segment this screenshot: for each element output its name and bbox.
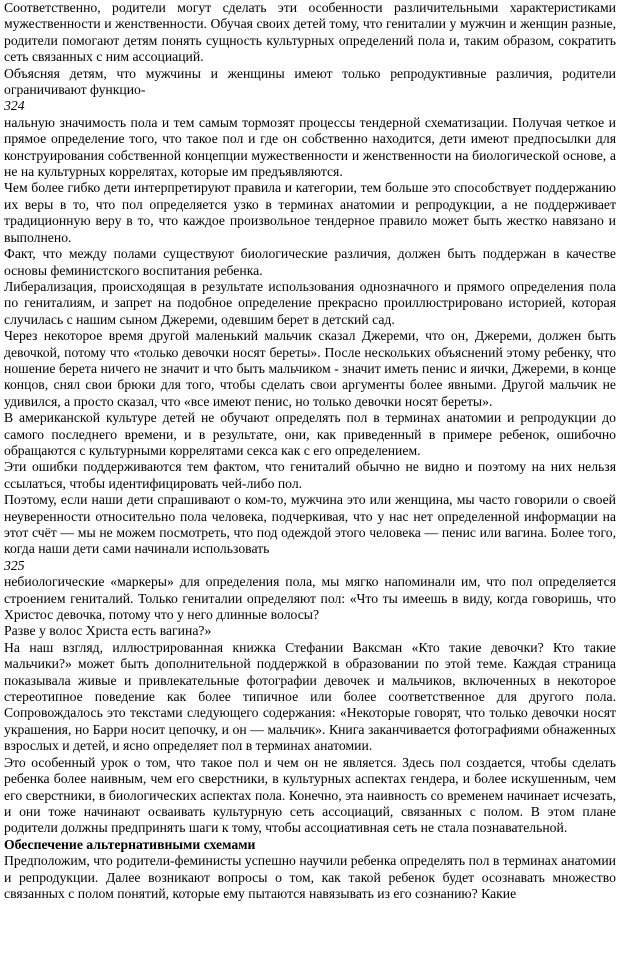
paragraph: небиологические «маркеры» для определения пола, мы мягко напоминали им, что пол определяется строением гениталий. Только гениталии определяют пол: «Что ты имеешь в виду, когда говоришь, что Христос девочка, потому что у него длинные волосы?	[4, 574, 616, 623]
section-heading: Обеспечение альтернативными схемами	[4, 836, 256, 852]
paragraph: В американской культуре детей не обучают определять пол в терминах анатомии и репродукции до самого последнего времени, и в результате, они, как приведенный в примере ребенок, ошибочно обращаются с культурными коррелятами секса как с его определением.	[4, 410, 616, 458]
document-body	[4, 0, 616, 902]
paragraph: Либерализация, происходящая в результате использования однозначного и прямого определения пола по гениталиям, и запрет на подобное определение прекрасно проиллюстрировано историей, которая случилась с нашим сыном Джереми, одевшим берет в детский сад.	[4, 278, 616, 327]
paragraph: На наш взгляд, иллюстрированная книжка Стефании Ваксман «Кто такие девочки? Кто такие мальчики?» может быть дополнительной поддержкой в образовании по этой теме. Каждая страница показывала живые и привлекательные фотографии девочек и мальчиков, включенных в некоторое стереотипное поведение как более типичное или более соответственное для другого пола. Сопровождалось это текстами следующего содержания: «Некоторые говорят, что только девочки носят украшения, но Барри носит цепочку, и он — мальчик». Книга заканчивается фотографиями обнаженных взрослых и детей, и ясно определяет пол в терминах анатомии.	[4, 639, 616, 754]
paragraph: Соответственно, родители могут сделать эти особенности различительными характеристиками мужественности и женственности. Обучая своих детей тому, что гениталии у мужчин и женщин разные, родители помогают детям понять сущность культурных определений пола и, таким образом, сократить сеть связанных с ним ассоциаций.	[4, 0, 616, 65]
paragraph: Поэтому, если наши дети спрашивают о ком-то, мужчина это или женщина, мы часто говорили о своей неуверенности относительно пола человека, подчеркивая, что у нас нет определенной информации на этот счёт — мы не можем посмотреть, что под одеждой этого человека — пенис или вагина. Более того, когда наши дети сами начинали использовать	[4, 492, 616, 557]
page-number: 325	[4, 557, 25, 573]
paragraph: нальную значимость пола и тем самым тормозят процессы тендерной схематизации. Получая четкое и прямое определение того, что такое пол и где он собственно находится, дети имеют предпосылки для конструирования собственной концепции мужественности и женственности на биологической основе, а не на культурных коррелятах, которые им предъявляются.	[4, 114, 616, 180]
paragraph: Это особенный урок о том, что такое пол и чем он не является. Здесь пол создается, чтобы сделать ребенка более наивным, чем его сверстники, в культурных аспектах гендера, и более искушенным, чем его сверстники, в биологических аспектах пола. Конечно, эта наивность со временем начинает исчезать, и они тоже начинают осваивать культурную сеть ассоциаций, связанных с полом. В этом плане родители должны предпринять шаги к тому, чтобы ассоциативная сеть не стала познавательной.	[4, 754, 616, 836]
paragraph: Объясняя детям, что мужчины и женщины имеют только репродуктивные различия, родители ограничивают функцио-	[4, 65, 616, 98]
page-number: 324	[4, 98, 25, 114]
paragraph: Факт, что между полами существуют биологические различия, должен быть поддержан в качестве основы феминистского воспитания ребенка.	[4, 246, 616, 278]
paragraph: Чем более гибко дети интерпретируют правила и категории, тем больше это способствует поддержанию их веры в то, что пол определяется узко в терминах анатомии и репродукции, а не поддерживает традиционную веру в то, что каждое произвольное тендерное правило может быть жестко навязано и выполнено.	[4, 180, 616, 245]
paragraph: Эти ошибки поддерживаются тем фактом, что гениталий обычно не видно и поэтому на них нельзя ссылаться, чтобы идентифицировать чей-либо пол.	[4, 459, 616, 491]
paragraph: Через некоторое время другой маленький мальчик сказал Джереми, что он, Джереми, должен быть девочкой, потому что «только девочки носят береты». После нескольких объяснений этому ребенку, что ношение берета ничего не значит и что быть мальчиком - значит иметь пенис и яички, Джереми, в конце концов, снял свои брюки для того, чтобы сделать свои аргументы более явными. Другой мальчик не удивился, а просто сказал, что «все имеют пенис, но только девочки носят береты».	[4, 328, 616, 409]
paragraph: Предположим, что родители-феминисты успешно научили ребенка определять пол в терминах анатомии и репродукции. Далее возникают вопросы о том, как такой ребенок будет осознавать множество связанных с полом понятий, которые ему пытаются навязывать из его сознанию? Какие	[4, 853, 616, 901]
paragraph: Разве у волос Христа есть вагина?»	[4, 623, 212, 639]
